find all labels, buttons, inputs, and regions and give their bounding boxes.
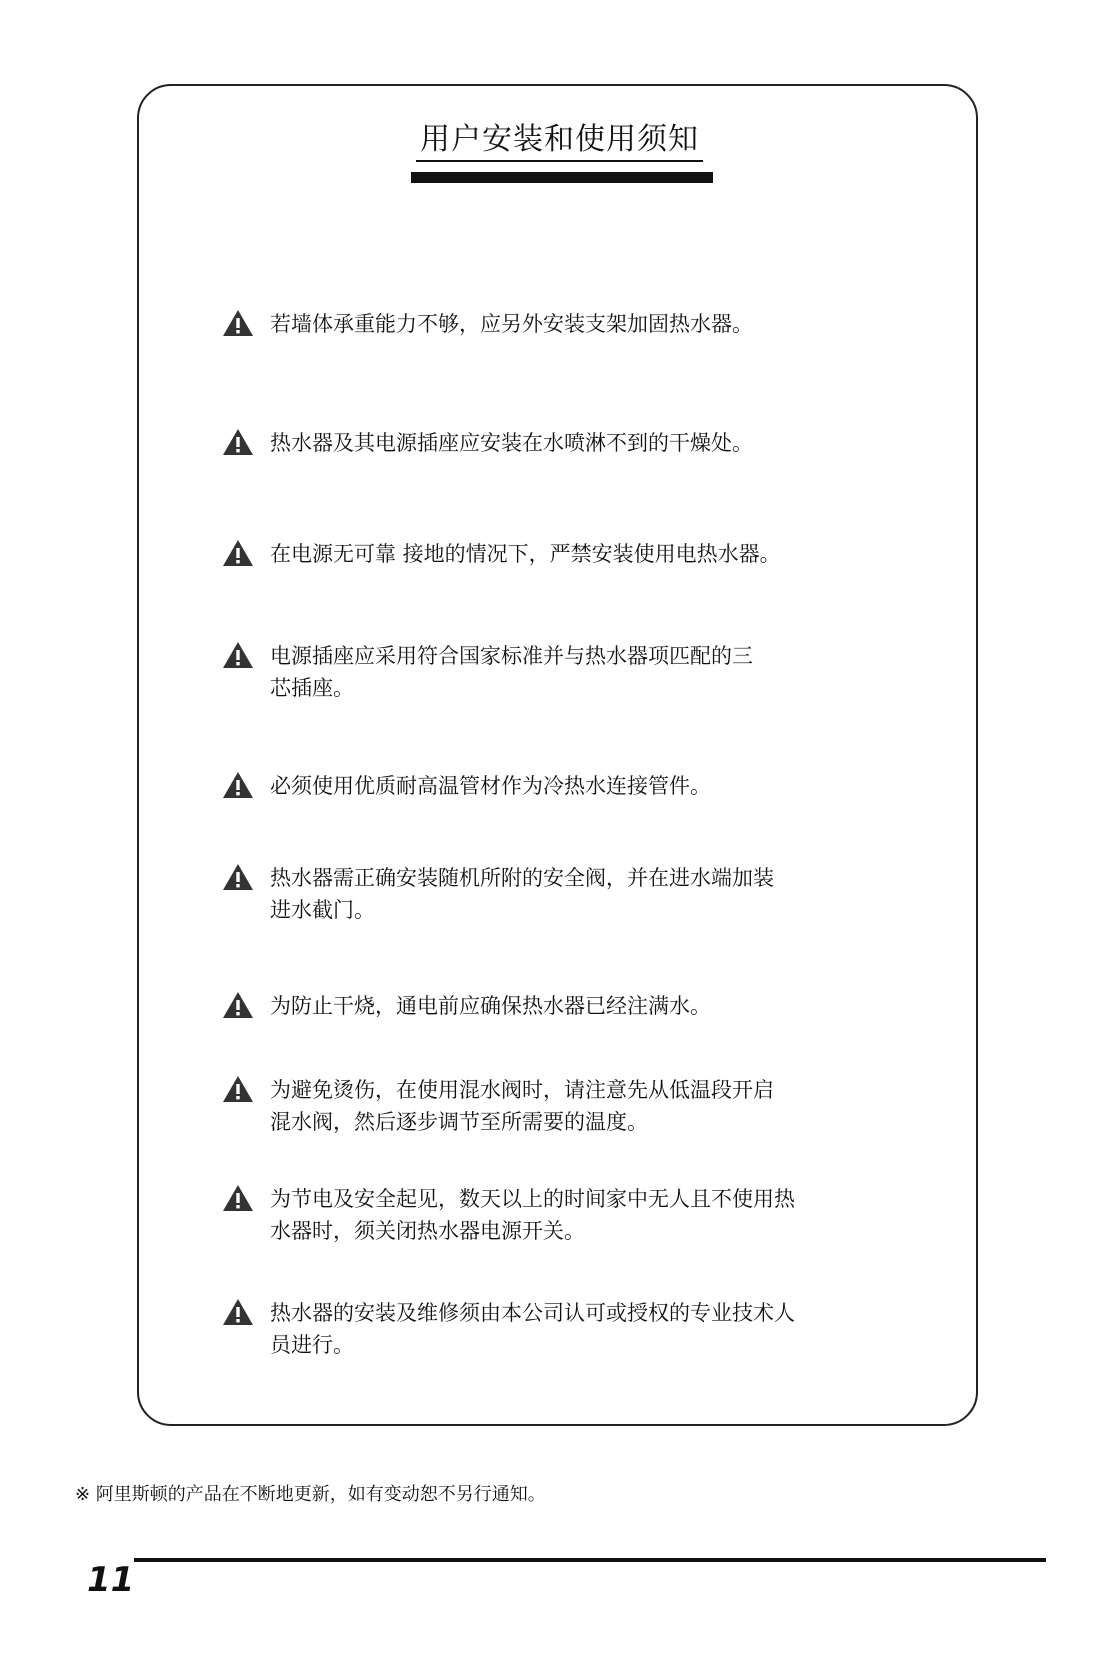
title-container [0,120,1119,162]
warning-icon [222,1075,254,1103]
page-title: 用户安装和使用须知 [416,120,703,162]
warning-text: 热水器及其电源插座应安装在水喷淋不到的干燥处。 [270,431,753,455]
warning-item [222,1297,902,1361]
warning-icon [222,771,254,799]
warning-item [222,1183,902,1247]
warning-item [222,308,902,340]
warning-text: 电源插座应采用符合国家标准并与热水器项匹配的三 芯插座。 [270,644,753,700]
warning-item [222,1074,902,1138]
warning-item [222,770,902,802]
warning-item [222,427,902,459]
page-rule [134,1558,1046,1562]
warning-text: 为避免烫伤，在使用混水阀时，请注意先从低温段开启 混水阀，然后逐步调节至所需要的温度。 [270,1078,774,1134]
warning-icon [222,428,254,456]
warning-text: 为节电及安全起见，数天以上的时间家中无人且不使用热 水器时，须关闭热水器电源开关。 [270,1187,795,1243]
warning-icon [222,863,254,891]
warning-icon [222,1298,254,1326]
warning-icon [222,539,254,567]
warning-text: 热水器的安装及维修须由本公司认可或授权的专业技术人 员进行。 [270,1301,795,1357]
warning-item [222,538,902,570]
warning-item [222,862,902,926]
warning-icon [222,641,254,669]
footnote: ※ 阿里斯顿的产品在不断地更新，如有变动恕不另行通知。 [75,1484,546,1505]
page-number: 11 [87,1560,135,1600]
title-underline-bar [411,172,713,183]
warning-text: 在电源无可靠 接地的情况下，严禁安装使用电热水器。 [270,542,781,566]
warning-icon [222,1184,254,1212]
warning-icon [222,991,254,1019]
warning-text: 热水器需正确安装随机所附的安全阀，并在进水端加装 进水截门。 [270,866,774,922]
warning-text: 必须使用优质耐高温管材作为冷热水连接管件。 [270,774,711,798]
warning-text: 为防止干烧，通电前应确保热水器已经注满水。 [270,994,711,1018]
warning-icon [222,309,254,337]
warning-item [222,640,902,704]
warning-text: 若墙体承重能力不够，应另外安装支架加固热水器。 [270,312,753,336]
warning-item [222,990,902,1022]
